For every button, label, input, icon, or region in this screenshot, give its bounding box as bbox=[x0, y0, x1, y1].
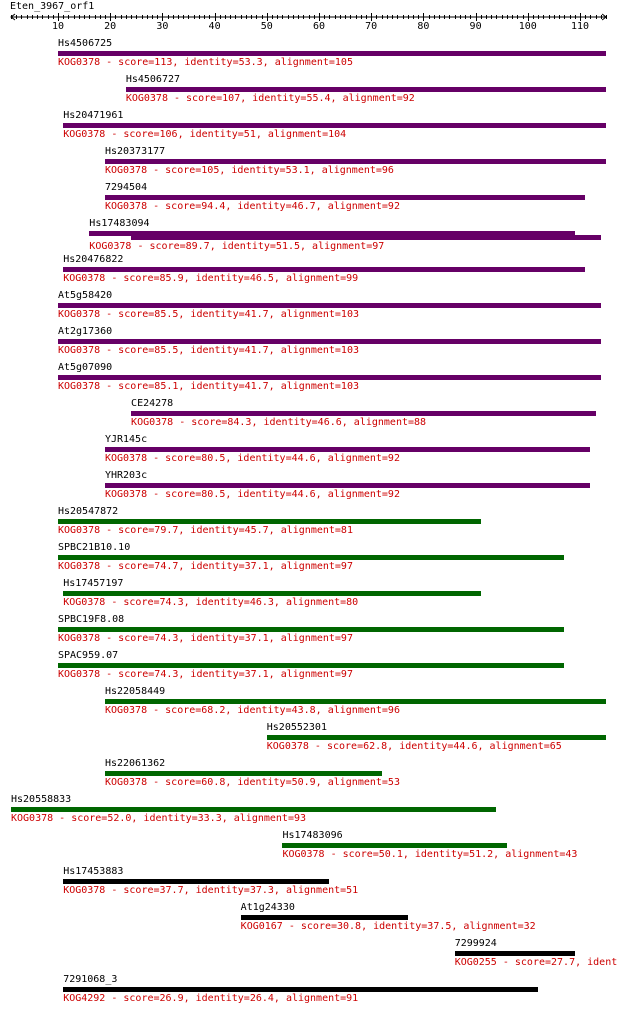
hit-name[interactable]: Hs20552301 bbox=[266, 722, 327, 733]
ruler-tick-label: 40 bbox=[208, 21, 221, 32]
hit-name[interactable]: Hs17483094 bbox=[89, 218, 150, 229]
hit-alignment-bar[interactable] bbox=[241, 915, 408, 920]
hit-alignment-bar[interactable] bbox=[58, 519, 481, 524]
hit-description: KOG0378 - score=84.3, identity=46.6, alignment=88 bbox=[131, 417, 427, 428]
ruler-tick-label: 100 bbox=[518, 21, 537, 32]
hit-name[interactable]: At1g24330 bbox=[240, 902, 295, 913]
hit-name[interactable]: Hs20476822 bbox=[63, 254, 124, 265]
hit-description: KOG0378 - score=52.0, identity=33.3, alignment=93 bbox=[11, 813, 307, 824]
hit-alignment-bar[interactable] bbox=[63, 267, 585, 272]
hit-alignment-bar[interactable] bbox=[131, 411, 596, 416]
hit-name[interactable]: 7294504 bbox=[104, 182, 148, 193]
hit-description: KOG0167 - score=30.8, identity=37.5, alignment=32 bbox=[240, 921, 536, 932]
hit-alignment-bar[interactable] bbox=[105, 771, 382, 776]
hit-name[interactable]: 7299924 bbox=[454, 938, 497, 949]
hit-description: KOG0378 - score=113, identity=53.3, alignment=105 bbox=[57, 57, 353, 68]
hit-description: KOG0378 - score=107, identity=55.4, alignment=92 bbox=[125, 93, 415, 104]
hit-description: KOG0378 - score=74.3, identity=37.1, alignment=97 bbox=[57, 669, 353, 680]
ruler-tick-label: 30 bbox=[156, 21, 169, 32]
hit-name[interactable]: Hs17453883 bbox=[63, 866, 124, 877]
hit-alignment-bar[interactable] bbox=[63, 591, 481, 596]
hit-alignment-bar[interactable] bbox=[63, 123, 606, 128]
query-name: Eten_3967_orf1 bbox=[10, 1, 95, 12]
hit-description: KOG0378 - score=105, identity=53.1, alignment=96 bbox=[104, 165, 394, 176]
hit-alignment-bar[interactable] bbox=[105, 483, 590, 488]
hit-description: KOG0378 - score=94.4, identity=46.7, alignment=92 bbox=[104, 201, 400, 212]
hit-name[interactable]: YJR145c bbox=[104, 434, 148, 445]
hit-description: KOG0378 - score=85.1, identity=41.7, alignment=103 bbox=[57, 381, 359, 392]
hit-alignment-bar[interactable] bbox=[126, 87, 606, 92]
hit-description: KOG0378 - score=60.8, identity=50.9, alignment=53 bbox=[104, 777, 400, 788]
hit-name[interactable]: YHR203c bbox=[104, 470, 148, 481]
hit-alignment-bar[interactable] bbox=[105, 159, 606, 164]
hit-description: KOG0378 - score=85.5, identity=41.7, alignment=103 bbox=[57, 309, 359, 320]
hit-alignment-bar[interactable] bbox=[63, 987, 538, 992]
hit-description: KOG0378 - score=80.5, identity=44.6, alignment=92 bbox=[104, 489, 400, 500]
hit-name[interactable]: At2g17360 bbox=[57, 326, 113, 337]
hit-alignment-bar[interactable] bbox=[63, 879, 329, 884]
hit-alignment-bar[interactable] bbox=[58, 339, 601, 344]
hit-description: KOG4292 - score=26.9, identity=26.4, alignment=91 bbox=[63, 993, 359, 1004]
hit-alignment-bar[interactable] bbox=[58, 627, 564, 632]
hit-alignment-bar[interactable] bbox=[131, 235, 601, 240]
hit-name[interactable]: Hs17483096 bbox=[282, 830, 343, 841]
hit-name[interactable]: SPBC19F8.08 bbox=[57, 614, 125, 625]
hit-description: KOG0378 - score=50.1, identity=51.2, alignment=43 bbox=[282, 849, 578, 860]
hit-description: KOG0378 - score=85.9, identity=46.5, alignment=99 bbox=[63, 273, 359, 284]
hit-name[interactable]: Hs20558833 bbox=[11, 794, 72, 805]
hit-name[interactable]: Hs20373177 bbox=[104, 146, 166, 157]
hit-alignment-bar[interactable] bbox=[58, 555, 564, 560]
hit-description: KOG0378 - score=62.8, identity=44.6, alignment=65 bbox=[266, 741, 562, 752]
hit-name[interactable]: Hs4506725 bbox=[57, 38, 113, 49]
hit-alignment-bar[interactable] bbox=[282, 843, 506, 848]
hit-name[interactable]: SPAC959.07 bbox=[57, 650, 119, 661]
ruler-tick-label: 50 bbox=[260, 21, 273, 32]
hit-alignment-bar[interactable] bbox=[455, 951, 575, 956]
hit-description: KOG0378 - score=74.7, identity=37.1, alignment=97 bbox=[57, 561, 353, 572]
hit-name[interactable]: Hs22058449 bbox=[104, 686, 166, 697]
hit-alignment-bar[interactable] bbox=[58, 375, 601, 380]
ruler-tick-label: 110 bbox=[570, 21, 589, 32]
ruler-tick-label: 60 bbox=[312, 21, 325, 32]
hit-description: KOG0378 - score=79.7, identity=45.7, alignment=81 bbox=[57, 525, 353, 536]
hit-alignment-bar[interactable] bbox=[105, 699, 606, 704]
hit-description: KOG0378 - score=68.2, identity=43.8, alignment=96 bbox=[104, 705, 400, 716]
hit-alignment-bar[interactable] bbox=[105, 195, 585, 200]
ruler-tick-label: 20 bbox=[104, 21, 117, 32]
hit-description: KOG0378 - score=37.7, identity=37.3, alignment=51 bbox=[63, 885, 359, 896]
hit-name[interactable]: Hs20471961 bbox=[63, 110, 124, 121]
hit-name[interactable]: At5g07090 bbox=[57, 362, 113, 373]
hit-description: KOG0378 - score=85.5, identity=41.7, alignment=103 bbox=[57, 345, 359, 356]
hit-description: KOG0378 - score=74.3, identity=37.1, alignment=97 bbox=[57, 633, 353, 644]
ruler-tick-label: 10 bbox=[51, 21, 64, 32]
ruler-tick-label: 90 bbox=[469, 21, 482, 32]
ruler-tick-label: 80 bbox=[417, 21, 430, 32]
hit-description: KOG0378 - score=106, identity=51, alignment=104 bbox=[63, 129, 347, 140]
hit-name[interactable]: Hs20547872 bbox=[57, 506, 119, 517]
hit-alignment-bar[interactable] bbox=[11, 807, 496, 812]
hit-description: KOG0255 - score=27.7, ident bbox=[454, 957, 618, 968]
hit-description: KOG0378 - score=89.7, identity=51.5, alignment=97 bbox=[89, 241, 385, 252]
hit-alignment-bar[interactable] bbox=[105, 447, 590, 452]
hit-description: KOG0378 - score=80.5, identity=44.6, alignment=92 bbox=[104, 453, 400, 464]
hit-description: KOG0378 - score=74.3, identity=46.3, alignment=80 bbox=[63, 597, 359, 608]
hit-alignment-bar[interactable] bbox=[58, 303, 601, 308]
hit-alignment-bar[interactable] bbox=[267, 735, 606, 740]
hit-name[interactable]: SPBC21B10.10 bbox=[57, 542, 131, 553]
hit-alignment-bar[interactable] bbox=[58, 51, 606, 56]
hit-name[interactable]: CE24278 bbox=[131, 398, 174, 409]
hit-name[interactable]: Hs4506727 bbox=[125, 74, 181, 85]
hit-name[interactable]: At5g58420 bbox=[57, 290, 113, 301]
hit-name[interactable]: Hs22061362 bbox=[104, 758, 166, 769]
hit-name[interactable]: Hs17457197 bbox=[63, 578, 124, 589]
ruler-tick-label: 70 bbox=[365, 21, 378, 32]
hit-name[interactable]: 7291068_3 bbox=[63, 974, 118, 985]
hit-alignment-bar[interactable] bbox=[58, 663, 564, 668]
